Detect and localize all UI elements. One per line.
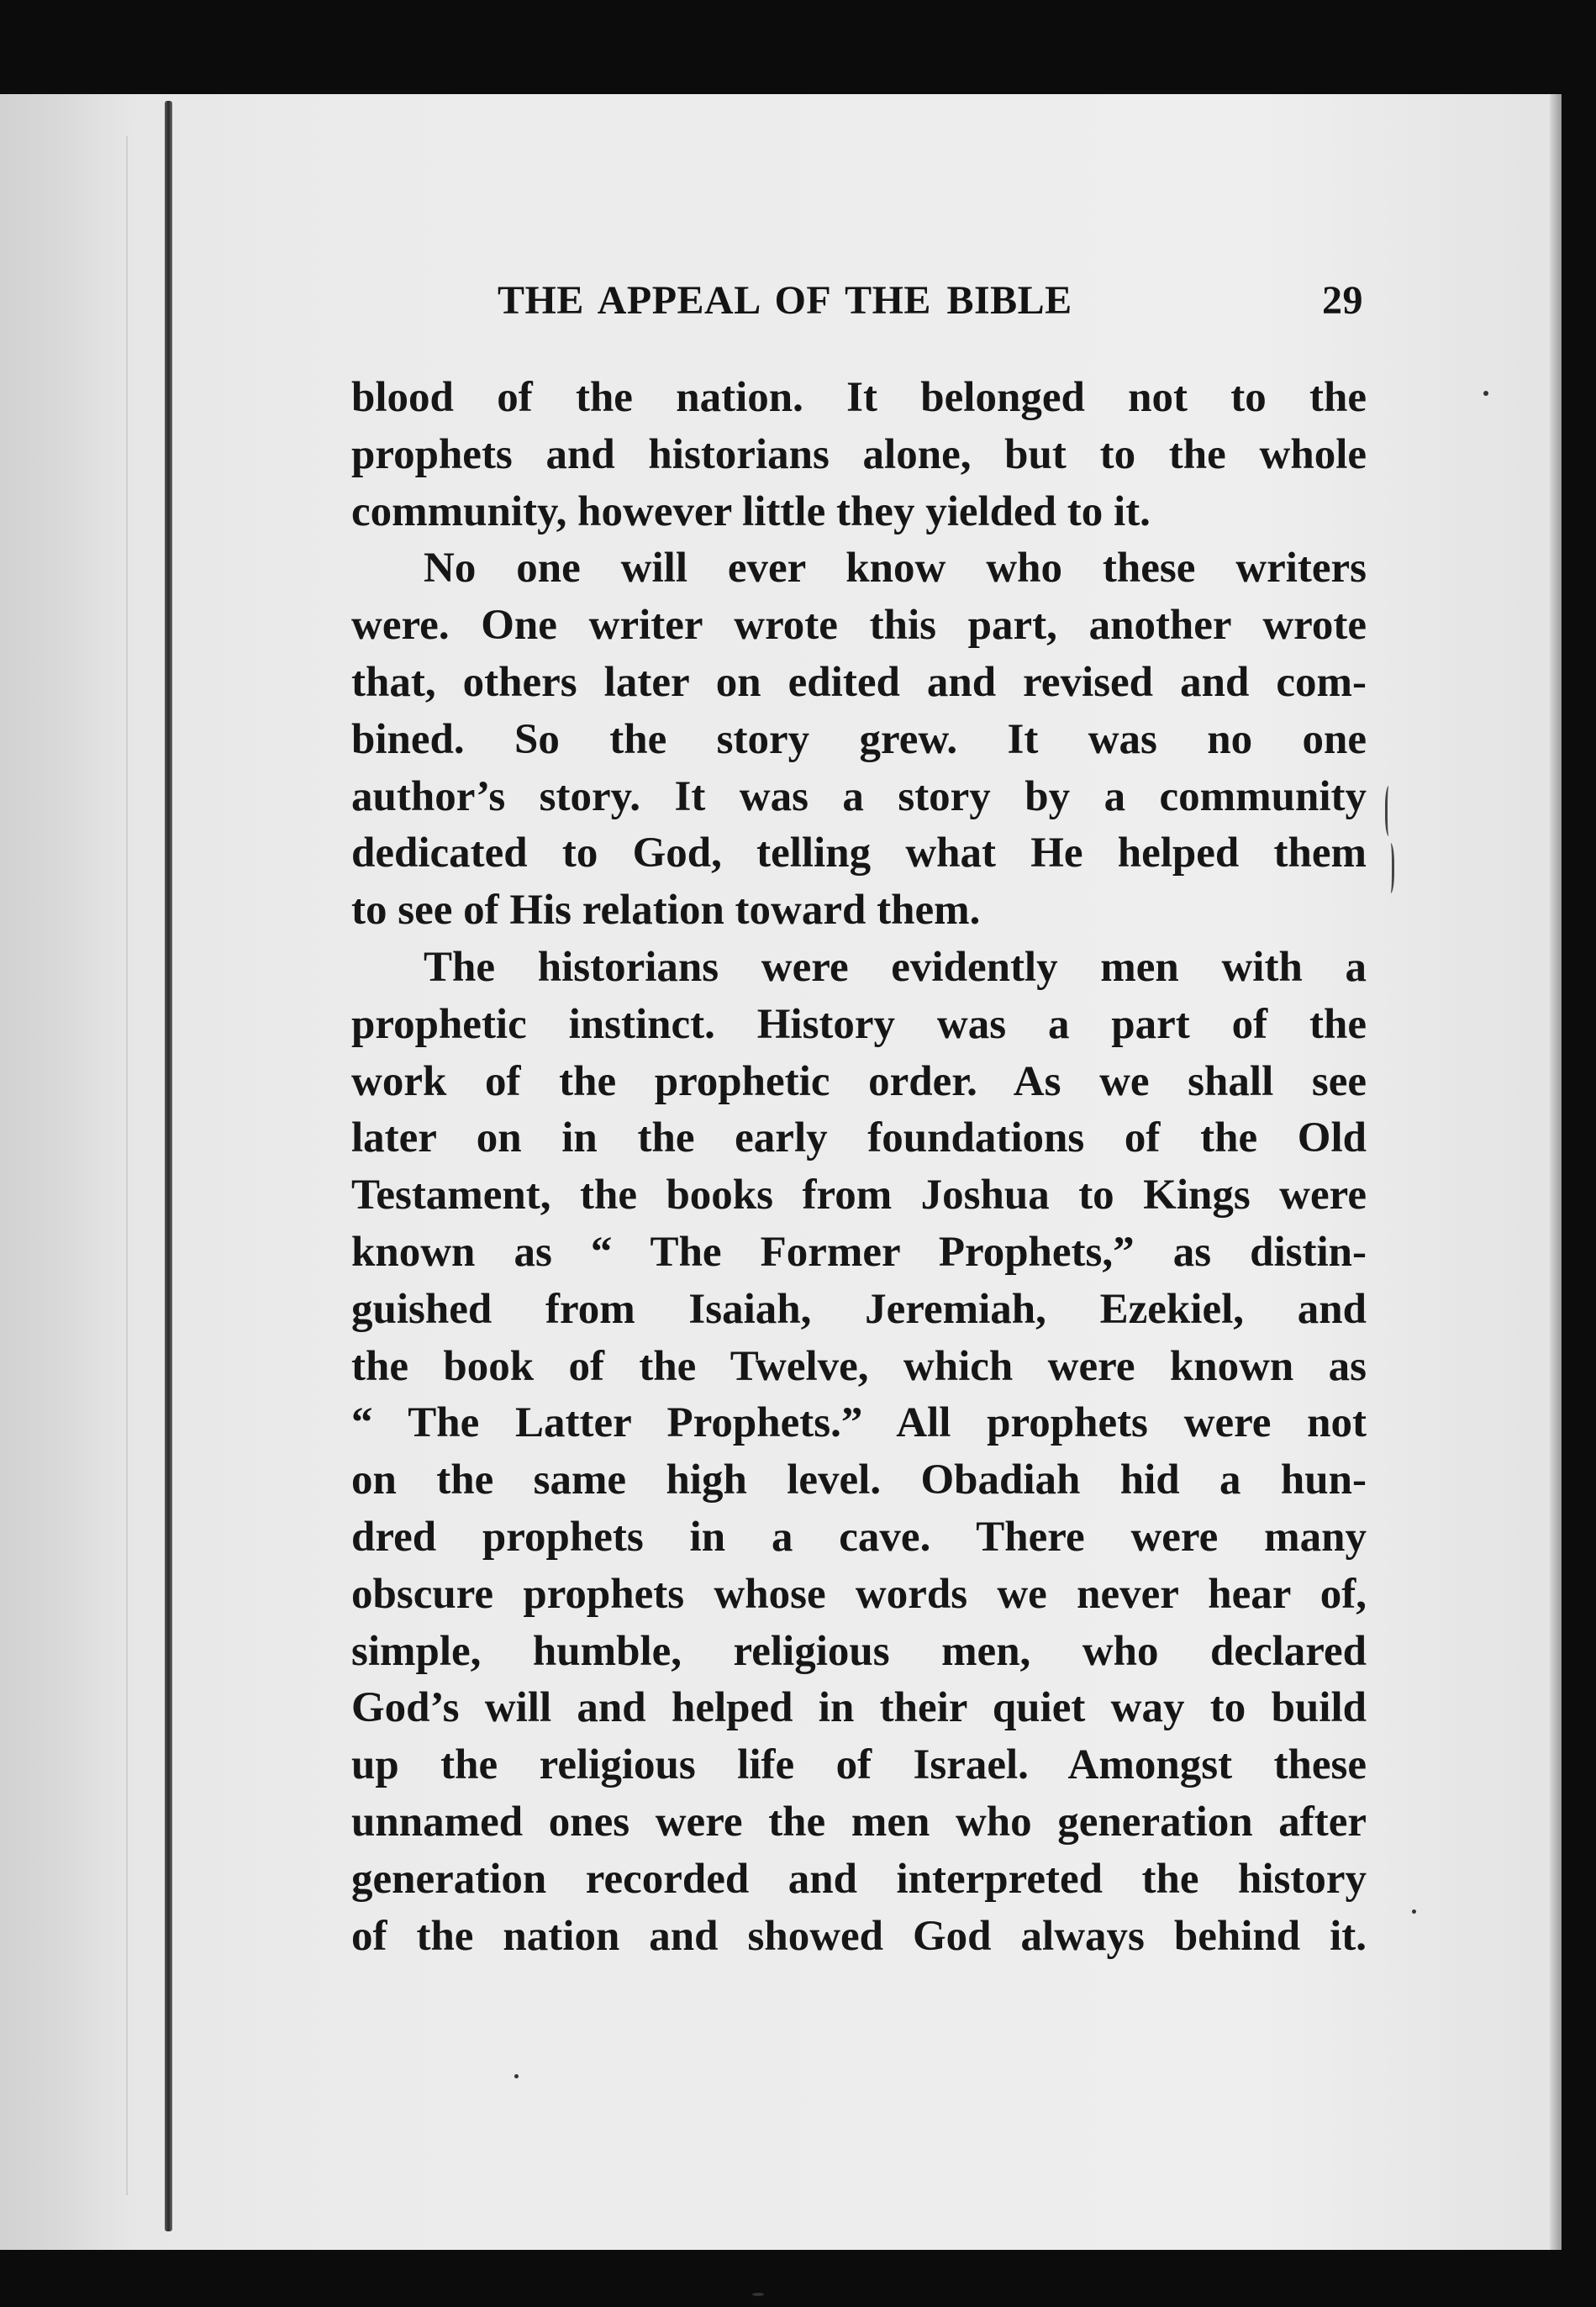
text-line: simple, humble, religious men, who declared — [351, 1627, 1367, 1675]
binding-gutter — [165, 101, 172, 2231]
page-number: 29 — [1322, 278, 1363, 323]
text-line: The historians were evidently men with a — [424, 943, 1367, 991]
dust-speck — [1483, 391, 1488, 396]
margin-mark — [1385, 786, 1394, 836]
text-line: “ The Latter Prophets.” All prophets were not — [351, 1399, 1367, 1447]
text-line: up the religious life of Israel. Amongst these — [351, 1741, 1367, 1789]
running-head: THE APPEAL OF THE BIBLE — [498, 278, 1072, 323]
text-line: the book of the Twelve, which were known as — [351, 1342, 1367, 1390]
text-line: work of the prophetic order. As we shall see — [351, 1057, 1367, 1105]
dust-speck — [1412, 1909, 1416, 1914]
text-line: author’s story. It was a story by a community — [351, 772, 1367, 820]
text-line: to see of His relation toward them. — [351, 887, 981, 935]
dust-speck — [752, 2293, 764, 2296]
dust-speck — [514, 2074, 519, 2078]
text-line: that, others later on edited and revised and com- — [351, 658, 1367, 706]
page-shadow — [0, 94, 134, 2250]
text-line: generation recorded and interpreted the history — [351, 1855, 1367, 1903]
body-text — [351, 370, 1367, 1965]
text-line: prophets and historians alone, but to the whole — [351, 430, 1367, 478]
page-header — [498, 277, 1363, 328]
text-line: of the nation and showed God always behind it. — [351, 1912, 1367, 1960]
text-line: prophetic instinct. History was a part of the — [351, 1000, 1367, 1048]
text-line: later on in the early foundations of the Old — [351, 1114, 1367, 1162]
text-line: Testament, the books from Joshua to Kings were — [351, 1172, 1367, 1219]
text-line: community, however little they yielded to it. — [351, 487, 1151, 535]
margin-mark — [1385, 843, 1394, 893]
text-line: No one will ever know who these writers — [424, 545, 1367, 593]
text-line: on the same high level. Obadiah hid a hun- — [351, 1456, 1367, 1504]
text-line: dedicated to God, telling what He helped them — [351, 830, 1367, 877]
text-line: blood of the nation. It belonged not to the — [351, 374, 1367, 421]
text-line: guished from Isaiah, Jeremiah, Ezekiel, and — [351, 1285, 1367, 1333]
text-line: obscure prophets whose words we never hear of, — [351, 1570, 1367, 1618]
page-right-edge — [1550, 94, 1562, 2250]
text-line: unnamed ones were the men who generation after — [351, 1798, 1367, 1846]
text-line: bined. So the story grew. It was no one — [351, 715, 1367, 763]
text-line: God’s will and helped in their quiet way to build — [351, 1684, 1367, 1732]
text-line: dred prophets in a cave. There were many — [351, 1513, 1367, 1561]
facing-page-edge — [126, 136, 128, 2195]
text-line: were. One writer wrote this part, another wrote — [351, 602, 1367, 650]
text-line: known as “ The Former Prophets,” as distin- — [351, 1228, 1367, 1276]
